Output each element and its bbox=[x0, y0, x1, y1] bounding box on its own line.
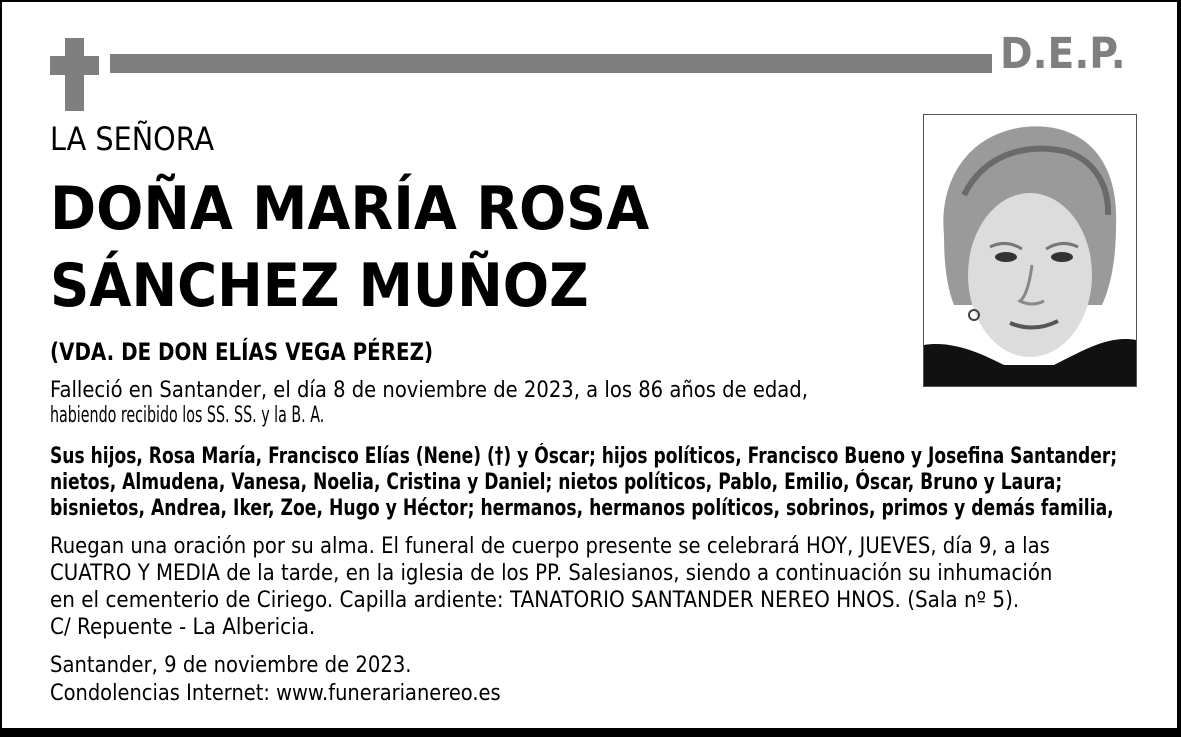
condolences-link[interactable]: Condolencias Internet: www.funerarianereo.es bbox=[50, 681, 501, 706]
funeral-line-4: C/ Repuente - La Albericia. bbox=[50, 615, 316, 640]
family-line-2: nietos, Almudena, Vanesa, Noelia, Cristina y Daniel; nietos políticos, Pablo, Emilio, Óscar, Bruno y Laura; bbox=[50, 470, 1063, 495]
honorific: LA SEÑORA bbox=[50, 120, 215, 158]
widow-of: (VDA. DE DON ELÍAS VEGA PÉREZ) bbox=[50, 338, 434, 366]
deceased-photo bbox=[923, 114, 1137, 387]
deceased-name-line-1: DOÑA MARÍA ROSA bbox=[50, 174, 650, 244]
family-line-1: Sus hijos, Rosa María, Francisco Elías (Nene) (†) y Óscar; hijos políticos, Francisco Bueno y Josefina Santander; bbox=[50, 444, 1118, 469]
funeral-line-3: en el cementerio de Ciriego. Capilla ardiente: TANATORIO SANTANDER NEREO HNOS. (Sala nº 5). bbox=[50, 588, 1020, 613]
dep-label: D.E.P. bbox=[1000, 29, 1126, 79]
funeral-line-2: CUATRO Y MEDIA de la tarde, en la iglesia de los PP. Salesianos, siendo a continuación su inhumación bbox=[50, 561, 1053, 586]
place-date: Santander, 9 de noviembre de 2023. bbox=[50, 653, 412, 678]
cross-icon bbox=[50, 38, 100, 112]
deceased-name-line-2: SÁNCHEZ MUÑOZ bbox=[50, 251, 589, 321]
funeral-line-1: Ruegan una oración por su alma. El funeral de cuerpo presente se celebrará HOY, JUEVES, día 9, a las bbox=[50, 534, 1050, 559]
death-notice-line-1: Falleció en Santander, el día 8 de noviembre de 2023, a los 86 años de edad, bbox=[50, 378, 808, 403]
family-line-3: bisnietos, Andrea, Iker, Zoe, Hugo y Héctor; hermanos, hermanos políticos, sobrinos, primos y demás familia, bbox=[50, 496, 1114, 521]
header-rule bbox=[110, 54, 992, 73]
death-notice-line-2: habiendo recibido los SS. SS. y la B. A. bbox=[50, 403, 325, 428]
